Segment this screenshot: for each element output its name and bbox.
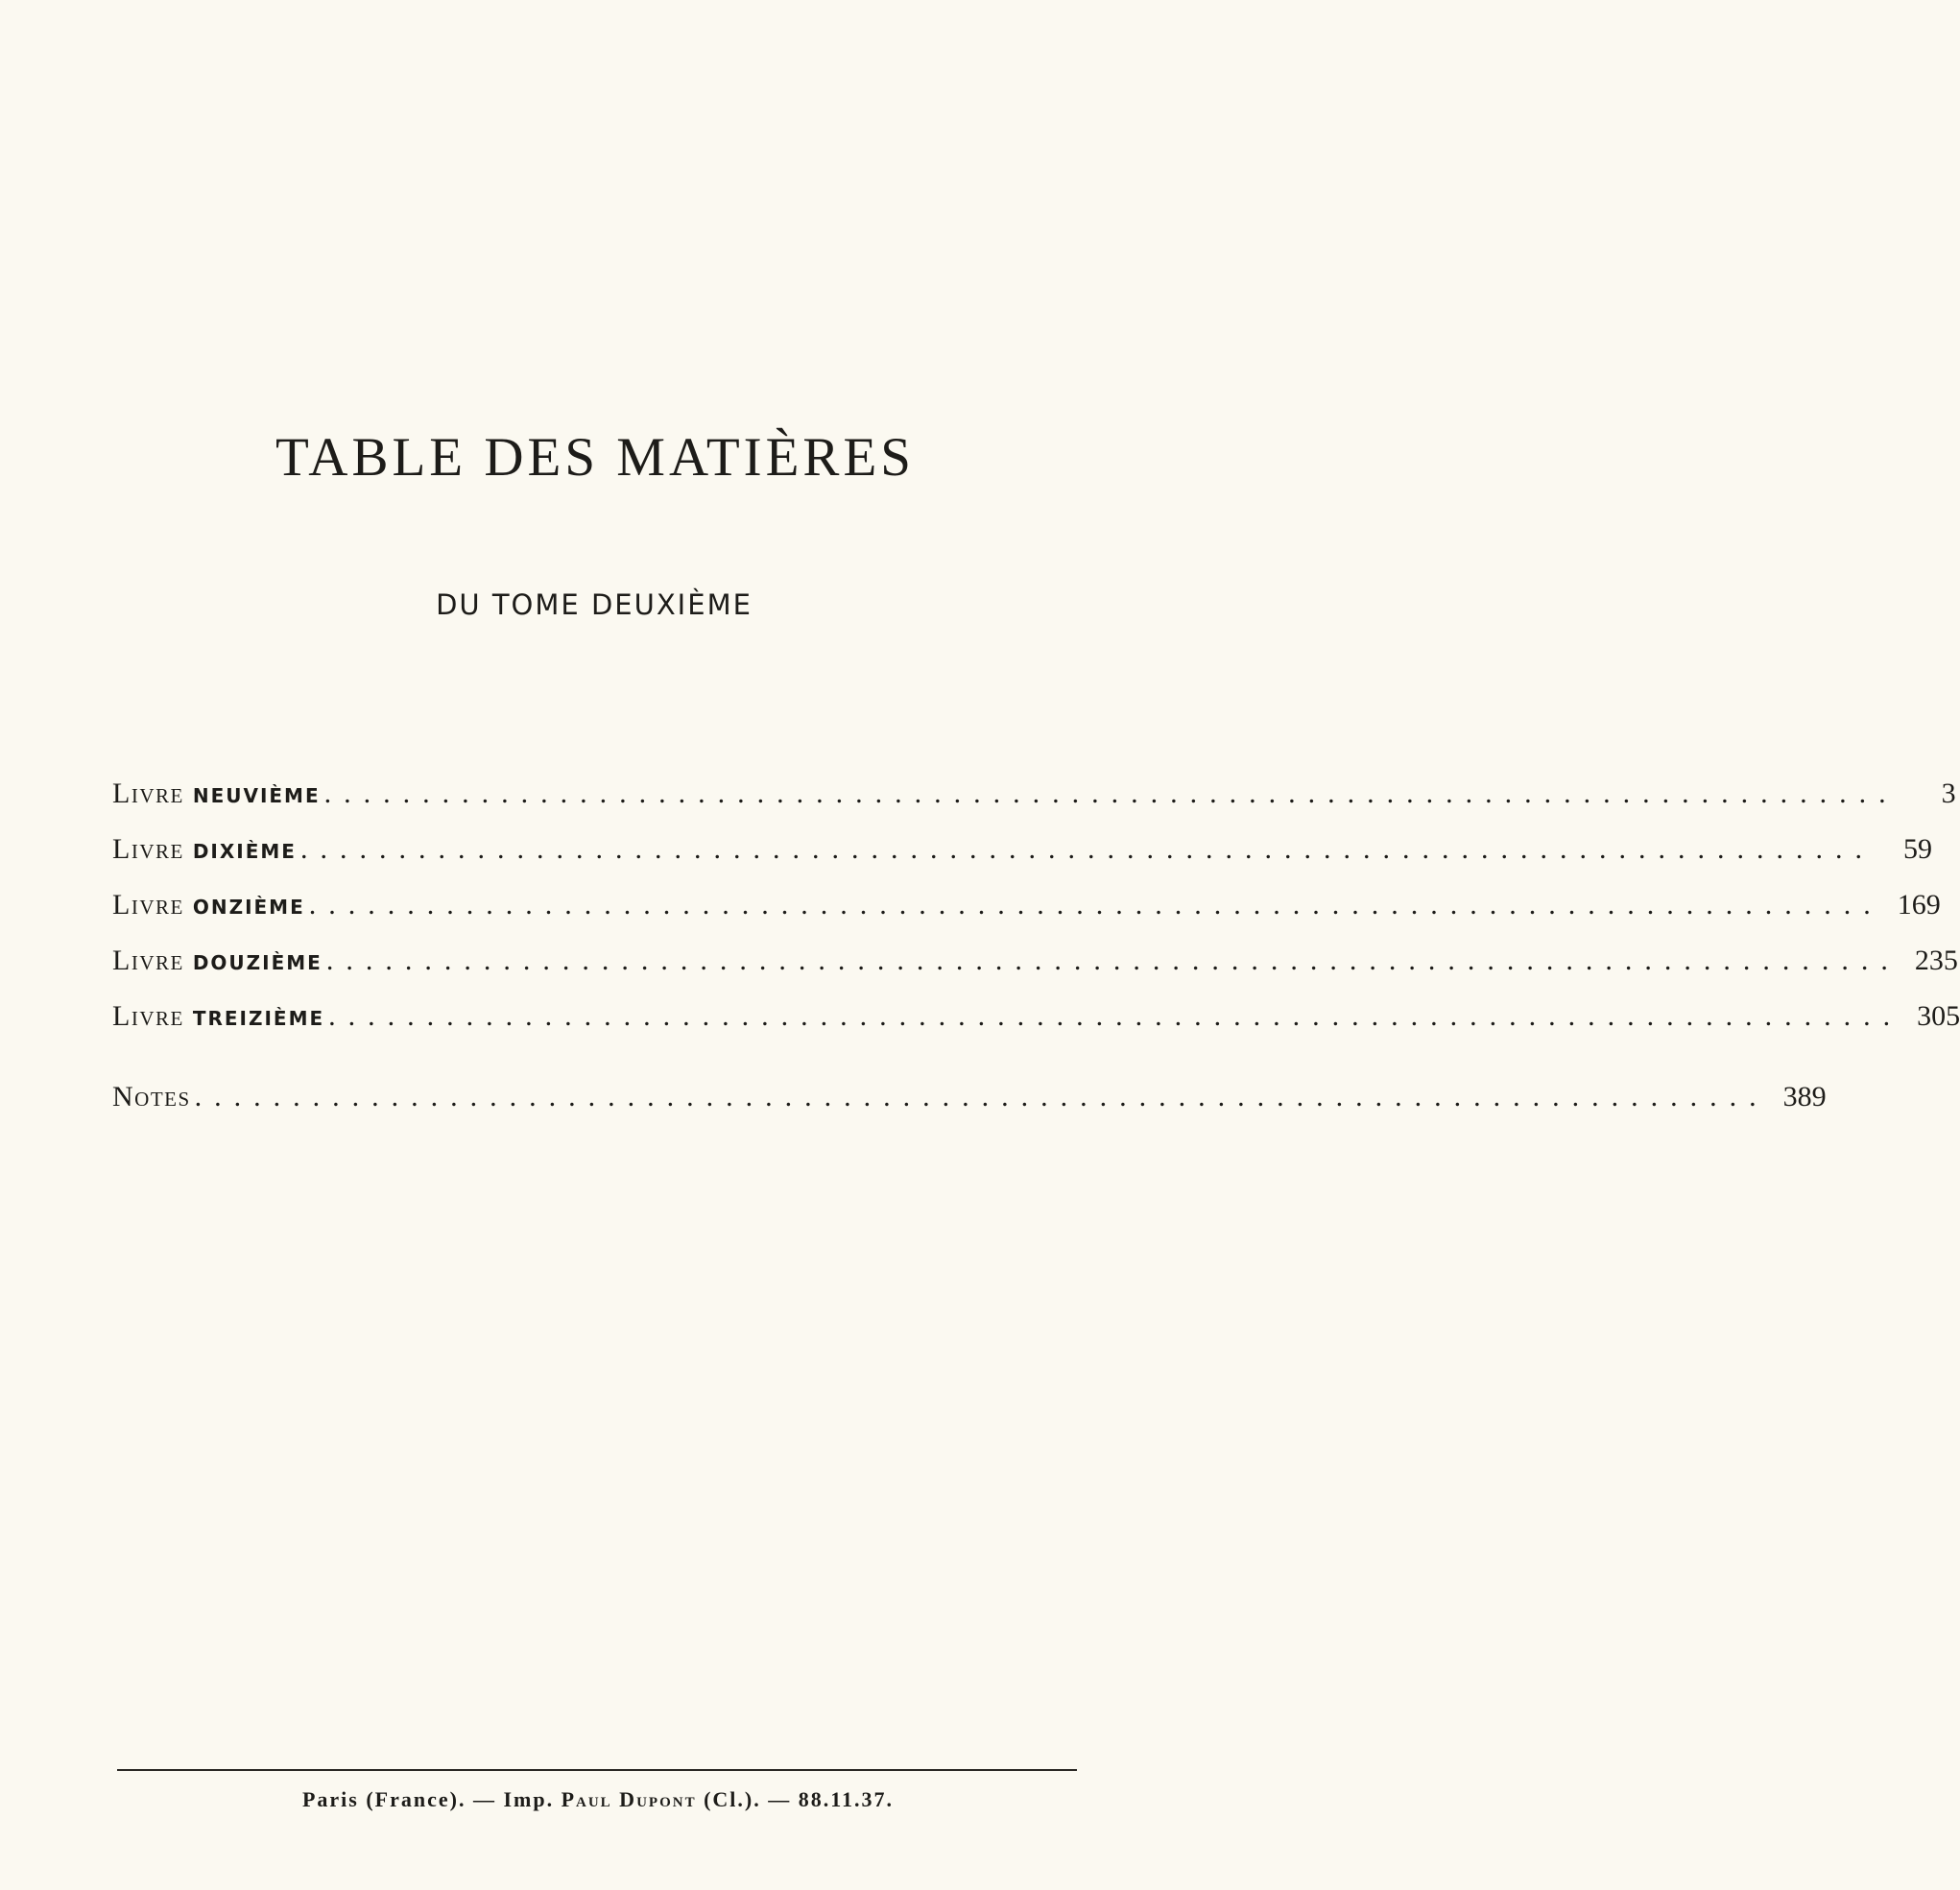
imprint-date: 88.11.37. bbox=[798, 1787, 895, 1811]
printer-imprint bbox=[0, 1787, 1197, 1812]
imprint-imp: Imp. bbox=[503, 1787, 555, 1811]
toc-entry bbox=[112, 889, 1941, 945]
toc-entry-label: Notes bbox=[112, 1081, 191, 1112]
toc-entry bbox=[112, 833, 1932, 889]
toc-leader-dots: ................................................................................ bbox=[194, 1081, 1769, 1112]
toc-leader-dots: ................................................................................ bbox=[328, 1000, 1903, 1032]
page-title: TABLE DES MATIÈRES bbox=[275, 427, 915, 488]
toc-entry-label: Livre ONZIÈME bbox=[112, 889, 305, 921]
toc-page-number: 305 bbox=[1917, 1000, 1960, 1032]
toc-entry-label: Livre NEUVIÈME bbox=[112, 778, 321, 809]
imprint-code: (Cl.). bbox=[704, 1787, 761, 1811]
toc-page-number: 59 bbox=[1902, 833, 1932, 865]
table-of-contents bbox=[112, 778, 1960, 1136]
imprint-separator: — bbox=[768, 1787, 792, 1811]
toc-leader-dots: ................................................................................ bbox=[323, 778, 1899, 809]
toc-leader-dots: ................................................................................ bbox=[299, 833, 1875, 865]
toc-entry-label: Livre TREIZIÈME bbox=[112, 1000, 325, 1032]
toc-leader-dots: ................................................................................ bbox=[308, 889, 1883, 921]
toc-entry-notes bbox=[112, 1081, 1827, 1136]
imprint-city: Paris (France). bbox=[301, 1787, 466, 1811]
toc-entry bbox=[112, 945, 1958, 1000]
toc-page-number: 389 bbox=[1782, 1081, 1827, 1112]
toc-leader-dots: ................................................................................ bbox=[325, 945, 1900, 976]
imprint-printer: Paul Dupont bbox=[561, 1787, 697, 1811]
toc-entry-label: Livre DOUZIÈME bbox=[112, 945, 323, 976]
toc-page-number: 235 bbox=[1914, 945, 1958, 976]
toc-page-number: 3 bbox=[1941, 778, 1956, 809]
toc-entry-label: Livre DIXIÈME bbox=[112, 833, 297, 865]
toc-entry bbox=[112, 778, 1956, 833]
toc-page-number: 169 bbox=[1897, 889, 1941, 921]
toc-entry bbox=[112, 1000, 1960, 1056]
imprint-separator: — bbox=[472, 1787, 496, 1811]
footer-rule bbox=[117, 1769, 1077, 1771]
page-subtitle: DU TOME DEUXIÈME bbox=[436, 588, 753, 621]
